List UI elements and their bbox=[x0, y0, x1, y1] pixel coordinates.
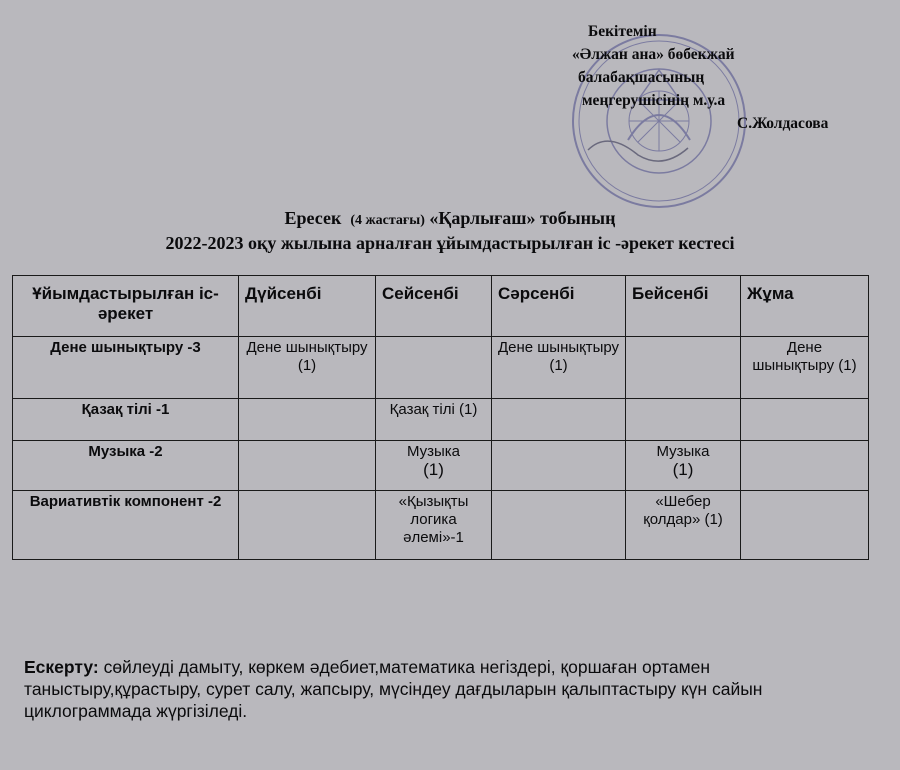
header-friday: Жұма bbox=[741, 276, 869, 337]
title-group: «Қарлығаш» тобының bbox=[429, 208, 616, 228]
table-cell bbox=[376, 337, 492, 399]
table-cell bbox=[492, 441, 626, 491]
table-cell bbox=[239, 399, 376, 441]
title-prefix: Ересек bbox=[284, 208, 342, 228]
table-cell: Қазақ тілі (1) bbox=[376, 399, 492, 441]
approval-org-type: балабақшасының bbox=[578, 69, 705, 86]
title-subtitle: 2022-2023 оқу жылына арналған ұйымдастырылған іс -әрекет кестесі bbox=[165, 233, 735, 253]
header-tuesday: Сейсенбі bbox=[376, 276, 492, 337]
table-cell bbox=[741, 399, 869, 441]
footnote-label: Ескерту: bbox=[24, 657, 99, 677]
approval-org: «Әлжан ана» бөбекжай bbox=[572, 46, 735, 63]
table-cell bbox=[741, 491, 869, 560]
table-cell: Музыка (1) bbox=[626, 441, 741, 491]
subject-cell: Дене шынықтыру -3 bbox=[13, 337, 239, 399]
table-cell bbox=[492, 399, 626, 441]
table-cell: Музыка (1) bbox=[376, 441, 492, 491]
table-row bbox=[13, 491, 869, 560]
table-cell bbox=[741, 441, 869, 491]
header-wednesday: Сәрсенбі bbox=[492, 276, 626, 337]
table-cell bbox=[239, 491, 376, 560]
approval-position: меңгерушісінің м.у.а bbox=[582, 92, 726, 109]
footnote-text: сөйлеуді дамыту, көркем әдебиет,математика негіздері, қоршаған ортамен таныстыру,құрастыру, сурет салу, жапсыру, мүсіндеу дағдыларын қалыптастыру күн сайын циклограммада жүргізіледі. bbox=[24, 657, 763, 721]
header-thursday: Бейсенбі bbox=[626, 276, 741, 337]
approval-block bbox=[572, 20, 872, 135]
subject-cell: Вариативтік компонент -2 bbox=[13, 491, 239, 560]
header-monday: Дүйсенбі bbox=[239, 276, 376, 337]
table-row bbox=[13, 399, 869, 441]
schedule-table bbox=[12, 275, 869, 560]
footnote bbox=[24, 656, 824, 722]
table-row bbox=[13, 337, 869, 399]
table-row bbox=[13, 441, 869, 491]
subject-cell: Қазақ тілі -1 bbox=[13, 399, 239, 441]
approval-signatory: С.Жолдасова bbox=[737, 115, 829, 132]
subject-cell: Музыка -2 bbox=[13, 441, 239, 491]
approval-heading: Бекітемін bbox=[588, 23, 657, 40]
table-cell: «Қызықты логика әлемі»-1 bbox=[376, 491, 492, 560]
table-header-row bbox=[13, 276, 869, 337]
table-cell: Дене шынықтыру (1) bbox=[741, 337, 869, 399]
table-cell bbox=[492, 491, 626, 560]
table-cell bbox=[626, 399, 741, 441]
table-cell bbox=[626, 337, 741, 399]
table-cell: «Шебер қолдар» (1) bbox=[626, 491, 741, 560]
table-cell bbox=[239, 441, 376, 491]
table-cell: Дене шынықтыру (1) bbox=[492, 337, 626, 399]
header-activity: Ұйымдастырылған іс- әрекет bbox=[13, 276, 239, 337]
title-age: (4 жастағы) bbox=[350, 213, 425, 228]
document-title bbox=[0, 207, 900, 254]
table-cell: Дене шынықтыру (1) bbox=[239, 337, 376, 399]
